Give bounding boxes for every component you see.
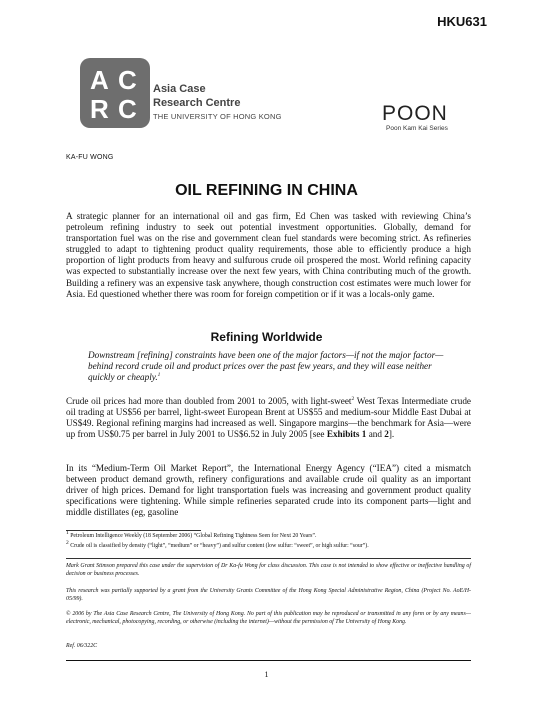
case-code: HKU631 xyxy=(437,14,487,29)
case-reference: Ref. 06/322C xyxy=(66,643,98,649)
exhibit-ref-2: 2 xyxy=(384,429,389,440)
org-name-block xyxy=(153,82,282,121)
disclaimer-divider xyxy=(66,558,471,559)
paragraph-iea: In its “Medium-Term Oil Market Report”, the International Energy Agency (“IEA”) cited a mismatch between product demand growth, refinery configurations and available crude oil quality as an important driver of high prices. Demand for light transportation fuels was increasing and government product quality specifications were tightening. While simple refineries separated crude into its component parts—light and middle distillates (eg, gasoline xyxy=(66,463,471,518)
footnote-1-num: 1 xyxy=(66,530,69,537)
logo-letter-c: C xyxy=(118,65,137,95)
disclaimer-authorship: Mark Grant Stimson prepared this case under the supervision of Dr Ka-fu Wong for class discussion. This case is not intended to show effective or ineffective handling of decision or business processes. xyxy=(66,563,471,577)
disclaimer-copyright: © 2006 by The Asia Case Research Centre, The University of Hong Kong. No part of this publication may be reproduced or transmitted in any form or by any means—electronic, mechanical, photocopying, recording, or otherwise (including the internet)—without the permission of The University of Hong Kong. xyxy=(66,611,471,625)
org-name-line2: Research Centre xyxy=(153,97,241,109)
quote-text: Downstream [refining] constraints have been one of the major factors—if not the major factor—behind record crude oil and product prices over the past few years, and they will ease neither quickly or cheaply. xyxy=(88,350,444,383)
footnote-2-num: 2 xyxy=(66,540,69,547)
logo-letter-a: A xyxy=(90,65,109,95)
disclaimer-grant: This research was partially supported by a grant from the University Grants Committee of the Hong Kong Special Administrative Region, China (Project No. AoE/H-05/99). xyxy=(66,588,471,602)
para2-text-1: Crude oil prices had more than doubled from 2001 to 2005, with light-sweet xyxy=(66,396,352,406)
org-university: THE UNIVERSITY OF HONG KONG xyxy=(153,112,282,121)
exhibit-ref-1: Exhibits 1 xyxy=(326,429,367,440)
footnote-ref-1: 1 xyxy=(157,372,161,379)
poon-logo xyxy=(382,104,448,132)
acrc-logo xyxy=(80,58,150,128)
document-title: OIL REFINING IN CHINA xyxy=(175,182,358,199)
para2-end: ]. xyxy=(388,429,395,440)
paragraph-prices xyxy=(66,396,471,440)
intro-paragraph: A strategic planner for an international oil and gas firm, Ed Chen was tasked with reviewing China’s petroleum refining industry to seek out potential investment opportunities. Globally, demand for transportation fuel was on the rise and government clean fuel standards were becoming strict. As refineries struggled to adapt to tightening product quality requirements, those able to efficiently produce a high proportion of light products from heavy and sulfurous crude oil prospered the most. World refining capacity was expected to substantially increase over the next few years, with China contributing much of the growth. Building a refinery was an expensive task anywhere, though construction cost estimates were much lower for Asia. Ed questioned whether there was room for foreign competition or if it was a locals-only game. xyxy=(66,211,471,299)
page-bottom-rule xyxy=(66,660,471,661)
section-heading: Refining Worldwide xyxy=(210,330,323,344)
logo-letter-r: R xyxy=(90,94,109,124)
org-name-line1: Asia Case xyxy=(153,83,206,95)
footnote-1-text: Petroleum Intelligence Weekly (18 September 2006) “Global Refining Tightness Seen for Next 20 Years”. xyxy=(68,533,317,539)
poon-series-label: Poon Kam Kai Series xyxy=(386,125,448,132)
footnote-ref-2: 2 xyxy=(351,395,355,402)
footnote-1 xyxy=(66,532,476,540)
footnote-2 xyxy=(66,542,476,550)
para2-text-2: West Texas Intermediate crude oil trading at US$56 per barrel, light-sweet European Brent at US$55 and medium-sour Middle East Dubai at US$49. Regional refining margins had increased as well. Singapore margins—the benchmark for Asia—were up from US$0.75 per barrel in July 2001 to US$6.52 in July 2005 [see xyxy=(66,396,471,440)
poon-wordmark: POON xyxy=(382,102,448,125)
footnote-2-text: Crude oil is classified by density (“light”, “medium” or “heavy”) and sulfur content (low sulfur: “sweet”, or high sulfur: “sour”). xyxy=(68,543,369,549)
page-number: 1 xyxy=(264,670,269,679)
author-name: KA-FU WONG xyxy=(66,154,114,161)
para2-and: and xyxy=(366,429,385,440)
footnote-divider xyxy=(66,530,201,531)
epigraph-quote xyxy=(88,350,450,383)
logo-letter-c2: C xyxy=(118,94,137,124)
